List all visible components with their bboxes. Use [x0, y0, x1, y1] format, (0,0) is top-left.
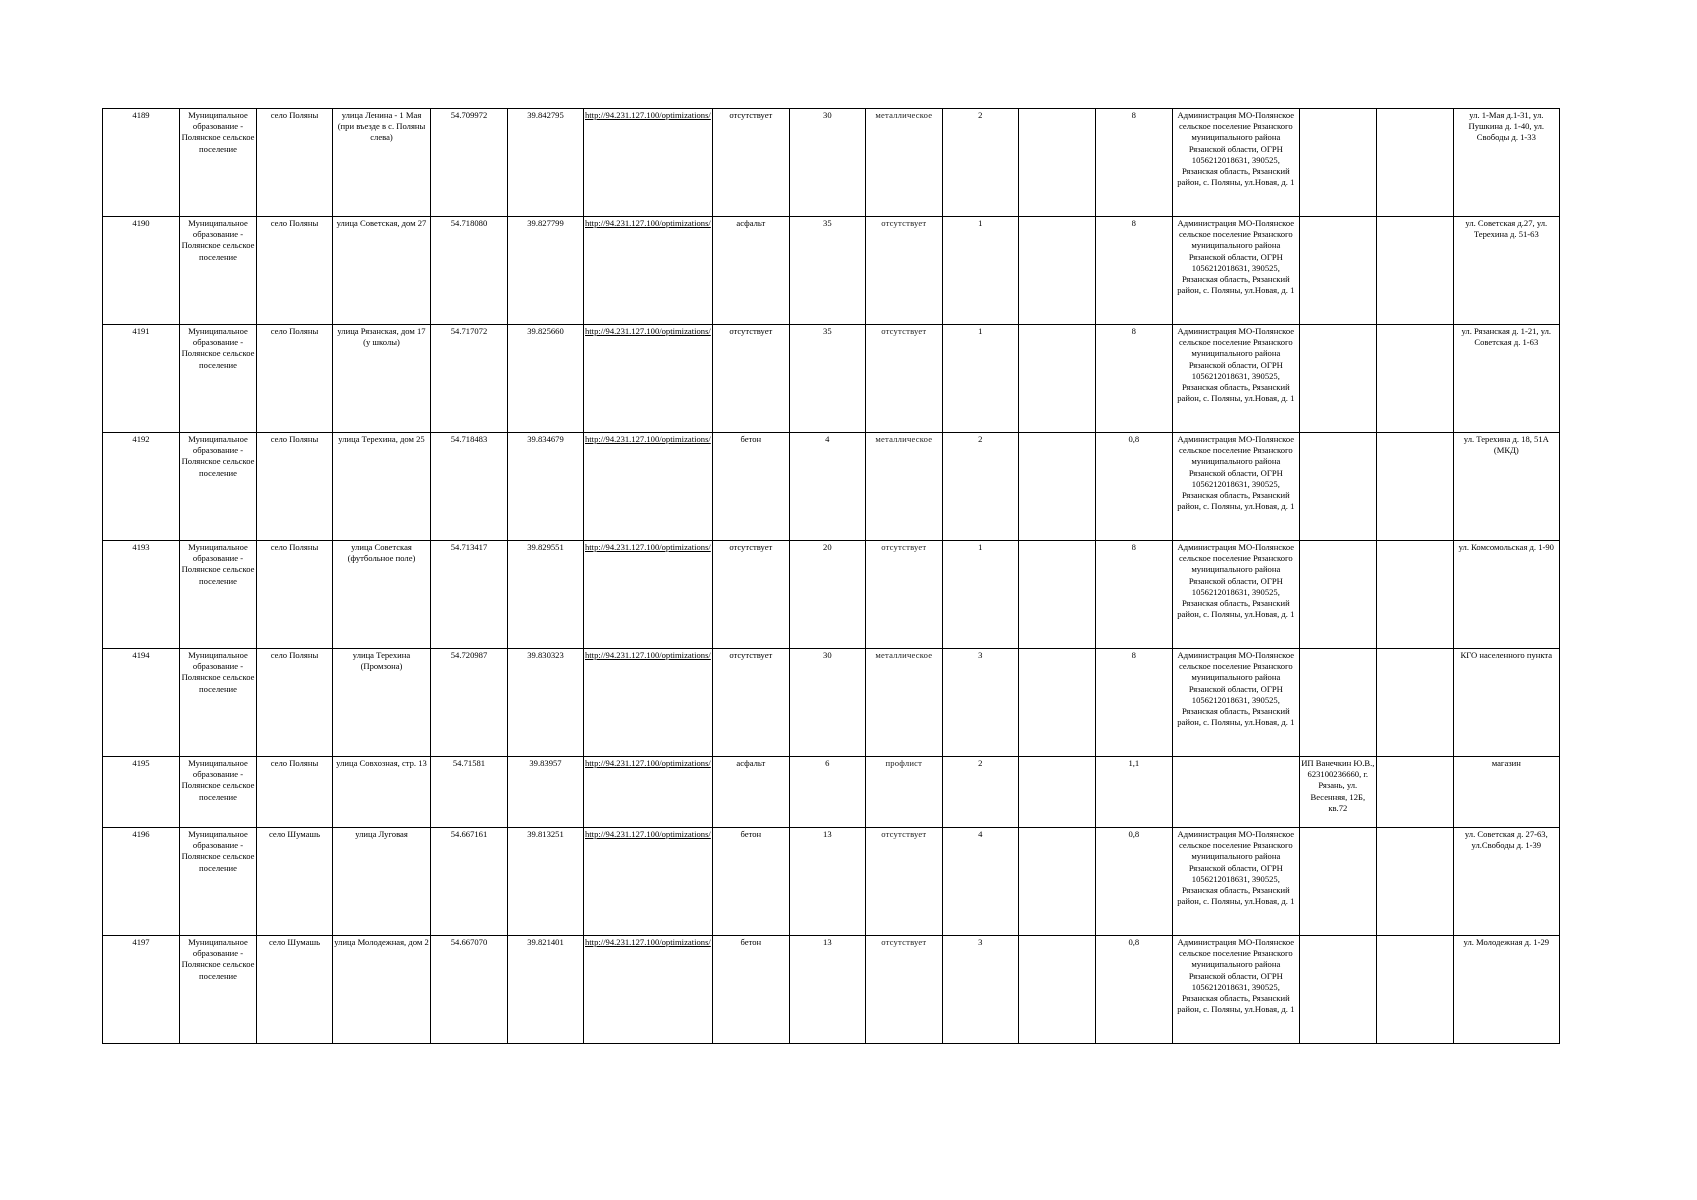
cell-longitude: 39.834679 [508, 433, 584, 541]
cell-municipality: Муниципальное образование - Полянское сельское поселение [180, 325, 257, 433]
cell-settlement: село Шумашь [257, 828, 333, 936]
cell-empty [1376, 217, 1453, 325]
cell-empty [1376, 828, 1453, 936]
cell-empty [1376, 757, 1453, 828]
cell-fence: отсутствует [865, 325, 942, 433]
table-row [103, 649, 1560, 757]
cell-fence: отсутствует [865, 828, 942, 936]
cell-area: 4 [789, 433, 865, 541]
cell-empty [1018, 936, 1095, 1044]
cell-map-link[interactable]: http://94.231.127.100/optimizations/ [584, 828, 713, 936]
cell-id: 4195 [103, 757, 180, 828]
cell-map-link[interactable]: http://94.231.127.100/optimizations/ [584, 433, 713, 541]
cell-area: 30 [789, 109, 865, 217]
table-row [103, 217, 1560, 325]
cell-address: улица Терехина (Промзона) [333, 649, 431, 757]
table-row [103, 936, 1560, 1044]
cell-municipality: Муниципальное образование - Полянское сельское поселение [180, 217, 257, 325]
cell-settlement: село Поляны [257, 325, 333, 433]
cell-empty [1376, 541, 1453, 649]
table-row [103, 757, 1560, 828]
cell-latitude: 54.71581 [431, 757, 508, 828]
cell-waste-sources: ул. Рязанская д. 1-21, ул. Советская д. 1-63 [1453, 325, 1559, 433]
cell-longitude: 39.813251 [508, 828, 584, 936]
cell-surface: асфальт [712, 217, 789, 325]
cell-empty [1018, 433, 1095, 541]
cell-latitude: 54.709972 [431, 109, 508, 217]
cell-surface: отсутствует [712, 109, 789, 217]
cell-volume: 0,8 [1095, 433, 1172, 541]
cell-area: 6 [789, 757, 865, 828]
cell-volume: 8 [1095, 109, 1172, 217]
cell-fence: металлическое [865, 433, 942, 541]
table-row [103, 325, 1560, 433]
cell-address: улица Луговая [333, 828, 431, 936]
cell-area: 13 [789, 936, 865, 1044]
cell-containers: 4 [942, 828, 1018, 936]
cell-longitude: 39.827799 [508, 217, 584, 325]
cell-surface: асфальт [712, 757, 789, 828]
cell-waste-sources: ул. Комсомольская д. 1-90 [1453, 541, 1559, 649]
cell-containers: 3 [942, 936, 1018, 1044]
cell-containers: 1 [942, 325, 1018, 433]
cell-id: 4189 [103, 109, 180, 217]
cell-volume: 0,8 [1095, 936, 1172, 1044]
table-row [103, 541, 1560, 649]
cell-address: улица Рязанская, дом 17 (у школы) [333, 325, 431, 433]
cell-surface: бетон [712, 433, 789, 541]
cell-empty [1376, 649, 1453, 757]
cell-owner [1172, 757, 1299, 828]
cell-owner-private [1299, 541, 1376, 649]
cell-empty [1018, 217, 1095, 325]
cell-owner-private [1299, 217, 1376, 325]
cell-id: 4197 [103, 936, 180, 1044]
table-row [103, 109, 1560, 217]
cell-municipality: Муниципальное образование - Полянское сельское поселение [180, 936, 257, 1044]
cell-longitude: 39.825660 [508, 325, 584, 433]
cell-latitude: 54.717072 [431, 325, 508, 433]
cell-latitude: 54.713417 [431, 541, 508, 649]
cell-owner-private: ИП Ванечкин Ю.В., 623100236660, г. Рязань, ул. Весенняя, 12Б, кв.72 [1299, 757, 1376, 828]
cell-surface: отсутствует [712, 325, 789, 433]
cell-settlement: село Поляны [257, 649, 333, 757]
table-body [103, 109, 1560, 1044]
cell-latitude: 54.720987 [431, 649, 508, 757]
table-row [103, 828, 1560, 936]
cell-empty [1018, 109, 1095, 217]
cell-fence: металлическое [865, 649, 942, 757]
cell-map-link[interactable]: http://94.231.127.100/optimizations/ [584, 325, 713, 433]
cell-fence: отсутствует [865, 541, 942, 649]
cell-settlement: село Поляны [257, 217, 333, 325]
cell-area: 13 [789, 828, 865, 936]
cell-address: улица Ленина - 1 Мая (при въезде в с. Поляны слева) [333, 109, 431, 217]
table-row [103, 433, 1560, 541]
cell-longitude: 39.830323 [508, 649, 584, 757]
cell-longitude: 39.842795 [508, 109, 584, 217]
cell-area: 20 [789, 541, 865, 649]
cell-latitude: 54.718080 [431, 217, 508, 325]
cell-area: 30 [789, 649, 865, 757]
cell-address: улица Советская (футбольное поле) [333, 541, 431, 649]
cell-address: улица Совхозная, стр. 13 [333, 757, 431, 828]
cell-containers: 1 [942, 217, 1018, 325]
cell-map-link[interactable]: http://94.231.127.100/optimizations/ [584, 649, 713, 757]
cell-address: улица Терехина, дом 25 [333, 433, 431, 541]
cell-containers: 2 [942, 757, 1018, 828]
cell-volume: 8 [1095, 541, 1172, 649]
cell-owner: Администрация МО-Полянское сельское поселение Рязанского муниципального района Рязанской области, ОГРН 1056212018631, 390525, Рязанская область, Рязанский район, с. Поляны, ул.Новая, д. 1 [1172, 217, 1299, 325]
cell-fence: профлист [865, 757, 942, 828]
cell-longitude: 39.829551 [508, 541, 584, 649]
cell-settlement: село Поляны [257, 757, 333, 828]
cell-containers: 2 [942, 433, 1018, 541]
cell-municipality: Муниципальное образование - Полянское сельское поселение [180, 757, 257, 828]
cell-owner: Администрация МО-Полянское сельское поселение Рязанского муниципального района Рязанской области, ОГРН 1056212018631, 390525, Рязанская область, Рязанский район, с. Поляны, ул.Новая, д. 1 [1172, 828, 1299, 936]
cell-surface: бетон [712, 828, 789, 936]
cell-empty [1018, 325, 1095, 433]
registry-table [102, 108, 1560, 1044]
cell-waste-sources: КГО населенного пункта [1453, 649, 1559, 757]
cell-volume: 8 [1095, 649, 1172, 757]
cell-owner-private [1299, 433, 1376, 541]
cell-area: 35 [789, 325, 865, 433]
cell-settlement: село Поляны [257, 433, 333, 541]
cell-municipality: Муниципальное образование - Полянское сельское поселение [180, 433, 257, 541]
cell-containers: 3 [942, 649, 1018, 757]
cell-owner: Администрация МО-Полянское сельское поселение Рязанского муниципального района Рязанской области, ОГРН 1056212018631, 390525, Рязанская область, Рязанский район, с. Поляны, ул.Новая, д. 1 [1172, 649, 1299, 757]
cell-owner-private [1299, 649, 1376, 757]
cell-map-link[interactable]: http://94.231.127.100/optimizations/ [584, 936, 713, 1044]
cell-address: улица Молодежная, дом 2 [333, 936, 431, 1044]
cell-volume: 0,8 [1095, 828, 1172, 936]
cell-surface: бетон [712, 936, 789, 1044]
cell-id: 4196 [103, 828, 180, 936]
cell-longitude: 39.83957 [508, 757, 584, 828]
cell-waste-sources: ул. Советская д.27, ул. Терехина д. 51-63 [1453, 217, 1559, 325]
cell-map-link[interactable]: http://94.231.127.100/optimizations/ [584, 757, 713, 828]
cell-owner-private [1299, 109, 1376, 217]
cell-empty [1376, 433, 1453, 541]
cell-owner: Администрация МО-Полянское сельское поселение Рязанского муниципального района Рязанской области, ОГРН 1056212018631, 390525, Рязанская область, Рязанский район, с. Поляны, ул.Новая, д. 1 [1172, 109, 1299, 217]
cell-id: 4193 [103, 541, 180, 649]
cell-id: 4192 [103, 433, 180, 541]
cell-owner-private [1299, 828, 1376, 936]
cell-settlement: село Поляны [257, 541, 333, 649]
cell-latitude: 54.718483 [431, 433, 508, 541]
cell-map-link[interactable]: http://94.231.127.100/optimizations/ [584, 217, 713, 325]
cell-empty [1018, 541, 1095, 649]
cell-empty [1018, 649, 1095, 757]
cell-empty [1376, 325, 1453, 433]
cell-map-link[interactable]: http://94.231.127.100/optimizations/ [584, 541, 713, 649]
cell-id: 4191 [103, 325, 180, 433]
cell-waste-sources: ул. Молодежная д. 1-29 [1453, 936, 1559, 1044]
cell-empty [1376, 936, 1453, 1044]
cell-address: улица Советская, дом 27 [333, 217, 431, 325]
cell-owner: Администрация МО-Полянское сельское поселение Рязанского муниципального района Рязанской области, ОГРН 1056212018631, 390525, Рязанская область, Рязанский район, с. Поляны, ул.Новая, д. 1 [1172, 325, 1299, 433]
cell-settlement: село Поляны [257, 109, 333, 217]
cell-fence: отсутствует [865, 217, 942, 325]
cell-volume: 8 [1095, 217, 1172, 325]
cell-owner: Администрация МО-Полянское сельское поселение Рязанского муниципального района Рязанской области, ОГРН 1056212018631, 390525, Рязанская область, Рязанский район, с. Поляны, ул.Новая, д. 1 [1172, 936, 1299, 1044]
cell-municipality: Муниципальное образование - Полянское сельское поселение [180, 828, 257, 936]
cell-volume: 1,1 [1095, 757, 1172, 828]
cell-waste-sources: ул. Терехина д. 18, 51А (МКД) [1453, 433, 1559, 541]
cell-id: 4194 [103, 649, 180, 757]
cell-latitude: 54.667161 [431, 828, 508, 936]
cell-owner: Администрация МО-Полянское сельское поселение Рязанского муниципального района Рязанской области, ОГРН 1056212018631, 390525, Рязанская область, Рязанский район, с. Поляны, ул.Новая, д. 1 [1172, 433, 1299, 541]
cell-id: 4190 [103, 217, 180, 325]
cell-owner-private [1299, 325, 1376, 433]
cell-containers: 2 [942, 109, 1018, 217]
cell-longitude: 39.821401 [508, 936, 584, 1044]
cell-waste-sources: ул. Советская д. 27-63, ул.Свободы д. 1-39 [1453, 828, 1559, 936]
cell-owner-private [1299, 936, 1376, 1044]
cell-surface: отсутствует [712, 541, 789, 649]
cell-municipality: Муниципальное образование - Полянское сельское поселение [180, 109, 257, 217]
cell-municipality: Муниципальное образование - Полянское сельское поселение [180, 541, 257, 649]
cell-fence: отсутствует [865, 936, 942, 1044]
cell-volume: 8 [1095, 325, 1172, 433]
cell-empty [1376, 109, 1453, 217]
cell-fence: металлическое [865, 109, 942, 217]
cell-latitude: 54.667070 [431, 936, 508, 1044]
cell-settlement: село Шумашь [257, 936, 333, 1044]
cell-surface: отсутствует [712, 649, 789, 757]
cell-waste-sources: ул. 1-Мая д.1-31, ул. Пушкина д. 1-40, ул. Свободы д. 1-33 [1453, 109, 1559, 217]
cell-empty [1018, 757, 1095, 828]
cell-empty [1018, 828, 1095, 936]
cell-waste-sources: магазин [1453, 757, 1559, 828]
cell-municipality: Муниципальное образование - Полянское сельское поселение [180, 649, 257, 757]
cell-area: 35 [789, 217, 865, 325]
cell-containers: 1 [942, 541, 1018, 649]
cell-owner: Администрация МО-Полянское сельское поселение Рязанского муниципального района Рязанской области, ОГРН 1056212018631, 390525, Рязанская область, Рязанский район, с. Поляны, ул.Новая, д. 1 [1172, 541, 1299, 649]
cell-map-link[interactable]: http://94.231.127.100/optimizations/ [584, 109, 713, 217]
